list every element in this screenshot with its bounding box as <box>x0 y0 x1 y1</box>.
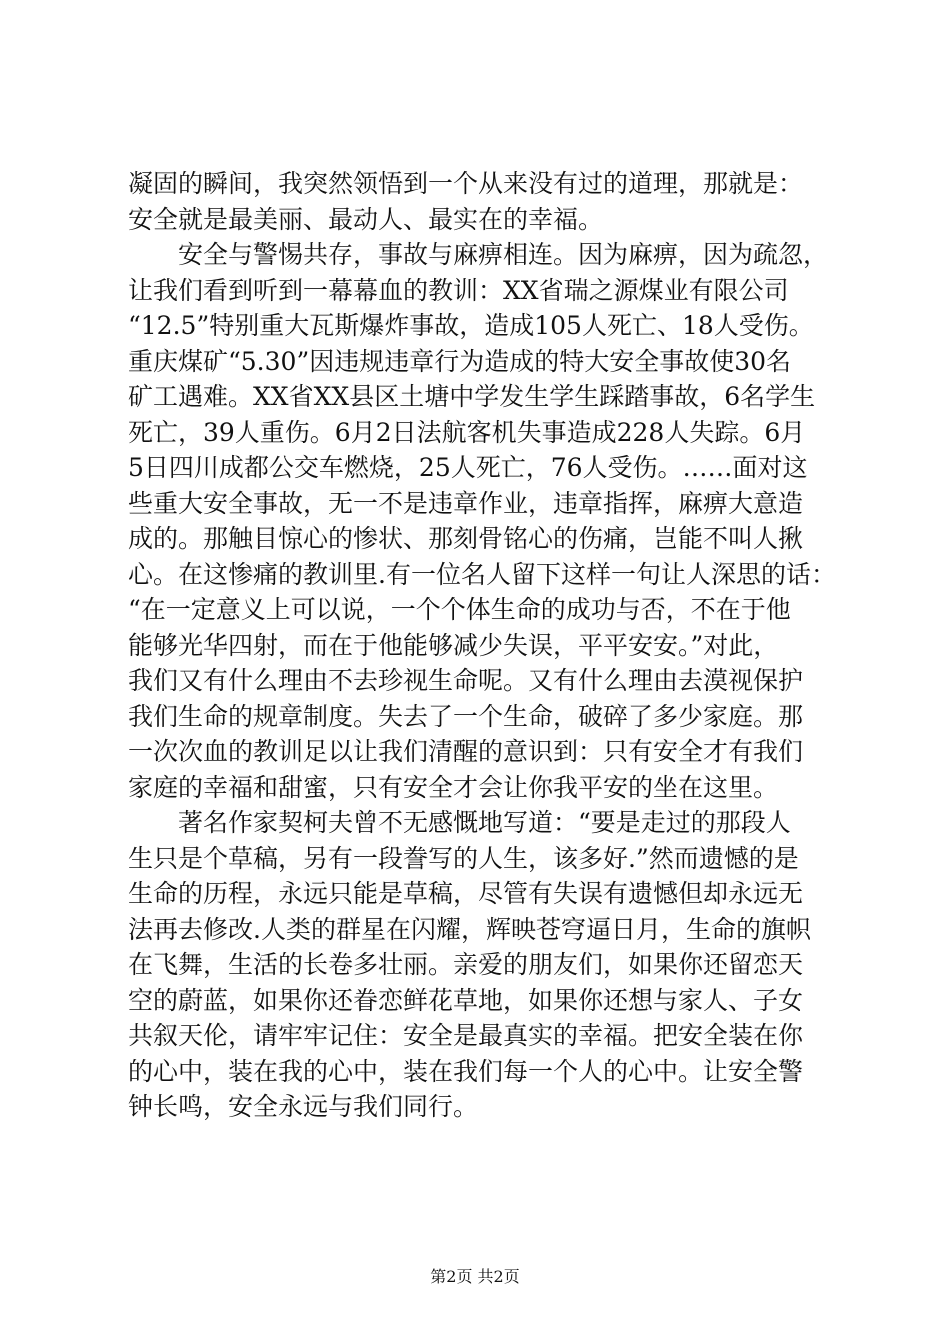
text-line: 我们生命的规章制度。失去了一个生命，破碎了多少家庭。那 <box>128 701 804 731</box>
text-line: 法再去修改.人类的群星在闪耀，辉映苍穹逼日月，生命的旗帜 <box>128 914 811 944</box>
text-line: 死亡，39人重伤。6月2日法航客机失事造成228人失踪。6月 <box>128 417 806 447</box>
text-line: 我们又有什么理由不去珍视生命呢。又有什么理由去漠视保护 <box>128 666 804 695</box>
text-line: 共叙天伦，请牢牢记住：安全是最真实的幸福。把安全装在你 <box>128 1021 804 1050</box>
text-line: 一次次血的教训足以让我们清醒的意识到：只有安全才有我们 <box>128 737 804 766</box>
text-line: 重庆煤矿“5.30”因违规违章行为造成的特大安全事故使30名 <box>128 346 792 376</box>
text-line: 生只是个草稿，另有一段誊写的人生，该多好.”然而遗憾的是 <box>128 843 799 873</box>
text-line: 心。在这惨痛的教训里.有一位名人留下这样一句让人深思的话： <box>128 559 836 589</box>
text-line: “12.5”特别重大瓦斯爆炸事故，造成105人死亡、18人受伤。 <box>128 311 814 340</box>
text-line: 的心中，装在我的心中，装在我们每一个人的心中。让安全警 <box>128 1056 804 1086</box>
text-line: 些重大安全事故，无一不是违章作业，违章指挥，麻痹大意造 <box>128 488 804 518</box>
text-line: 凝固的瞬间，我突然领悟到一个从来没有过的道理，那就是： <box>128 169 804 198</box>
page-footer: 第2页 共2页 <box>430 1267 520 1286</box>
text-line: 家庭的幸福和甜蜜，只有安全才会让你我平安的坐在这里。 <box>128 772 779 802</box>
text-line: 生命的历程，永远只能是草稿，尽管有失误有遗憾但却永远无 <box>128 879 804 908</box>
text-line: 空的蔚蓝，如果你还眷恋鲜花草地，如果你还想与家人、子女 <box>128 985 804 1015</box>
text-line: 5日四川成都公交车燃烧，25人死亡，76人受伤。……面对这 <box>128 453 808 482</box>
text-line: “在一定意义上可以说，一个个体生命的成功与否，不在于他 <box>128 595 791 624</box>
text-line: 让我们看到听到一幕幕血的教训：XX省瑞之源煤业有限公司 <box>128 275 789 305</box>
text-line: 著名作家契柯夫曾不无感慨地写道：“要是走过的那段人 <box>178 808 791 837</box>
text-line: 能够光华四射，而在于他能够减少失误，平平安安。”对此， <box>128 630 779 660</box>
document-body <box>128 166 848 1125</box>
text-line: 安全就是最美丽、最动人、最实在的幸福。 <box>128 204 604 234</box>
text-line: 在飞舞，生活的长卷多壮丽。亲爱的朋友们，如果你还留恋天 <box>128 950 804 979</box>
text-line: 安全与警惕共存，事故与麻痹相连。因为麻痹，因为疏忽， <box>178 240 829 269</box>
text-line: 成的。那触目惊心的惨状、那刻骨铭心的伤痛，岂能不叫人揪 <box>128 524 804 553</box>
text-line: 钟长鸣，安全永远与我们同行。 <box>128 1092 479 1121</box>
text-line: 矿工遇难。XX省XX县区土塘中学发生学生踩踏事故，6名学生 <box>128 382 816 411</box>
